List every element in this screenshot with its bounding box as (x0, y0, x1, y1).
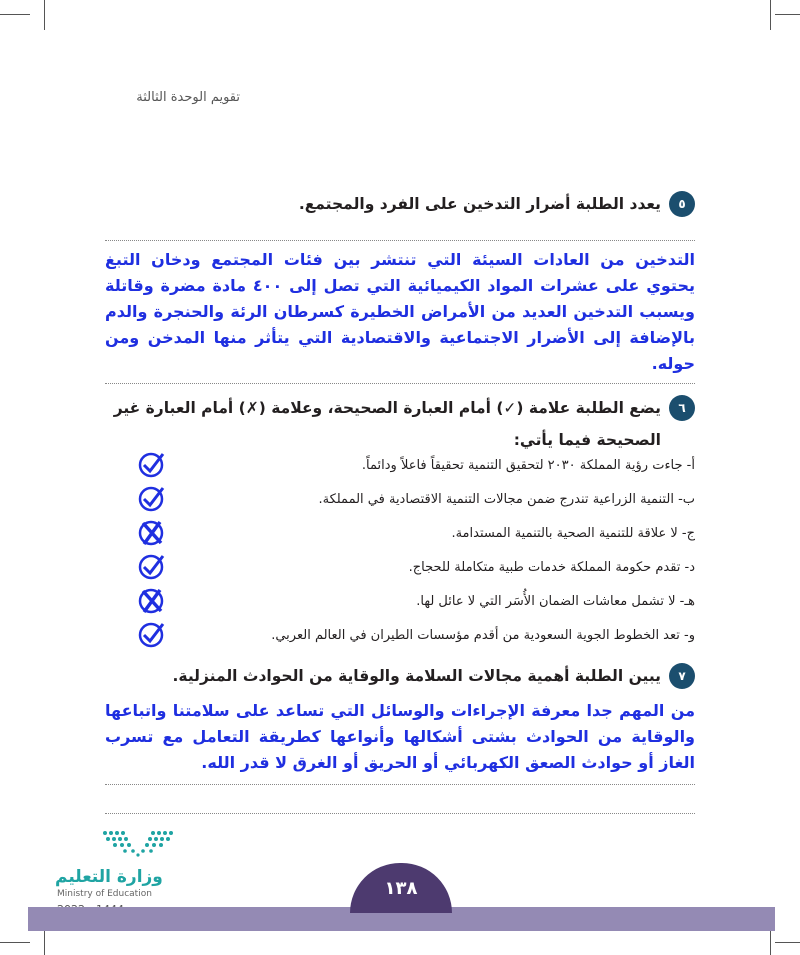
ministry-emblem-icon (95, 825, 185, 865)
item-text: و- تعد الخطوط الجوية السعودية من أقدم مؤسسات الطيران في العالم العربي. (271, 627, 695, 643)
question-text: يضع الطلبة علامة (✓) أمام العبارة الصحيحة، وعلامة (✗) أمام العبارة غير الصحيحة فيما يأتي: (113, 399, 661, 449)
item-text: أ- جاءت رؤية المملكة ٢٠٣٠ لتحقيق التنمية تحقيقاً فاعلاً ودائماً. (361, 457, 695, 473)
answer-text: التدخين من العادات السيئة التي تنتشر بين فئات المجتمع ودخان التبغ يحتوي على عشرات المواد الكيميائية التي تصل إلى ٤٠٠ مادة مضرة وقاتلة ويسبب التدخين العديد من الأمراض الخطيرة كسرطان الرئة والحنجرة والدم بالإضافة إلى الأضرار الاجتماعية والاقتصادية التي يتأثر منها المدخن ومن حوله. (105, 250, 695, 373)
item-text: د- تقدم حكومة المملكة خدمات طبية متكاملة للحجاج. (408, 559, 695, 575)
item-text: ب- التنمية الزراعية تندرج ضمن مجالات التنمية الاقتصادية في المملكة. (318, 491, 695, 507)
ministry-name-arabic: وزارة التعليم (55, 867, 163, 887)
check-mark-icon (135, 485, 169, 513)
cross-mark-icon (135, 519, 169, 547)
list-item (105, 550, 695, 584)
check-mark-icon (135, 621, 169, 649)
check-mark-icon (135, 451, 169, 479)
list-item (105, 618, 695, 652)
item-text: ج- لا علاقة للتنمية الصحية بالتنمية المستدامة. (451, 525, 695, 541)
answer-text: من المهم جدا معرفة الإجراءات والوسائل التي تساعد على سلامتنا واتباعها والوقاية من الحوادث بشتى أشكالها وأنواعها كطريقة التعامل مع تسرب الغاز أو حوادث الصعق الكهربائي أو الحريق أو الغرق لا قدر الله. (105, 701, 695, 772)
question-number-badge: ٥ (669, 191, 695, 217)
question-number-badge: ٧ (669, 663, 695, 689)
item-text: هـ- لا تشمل معاشات الضمان الأُسَر التي لا عائل لها. (416, 593, 695, 609)
unit-title: تقويم الوحدة الثالثة (136, 90, 240, 105)
question-text: يبين الطلبة أهمية مجالات السلامة والوقاية من الحوادث المنزلية. (172, 667, 661, 685)
page-number: ١٣٨ (350, 863, 452, 913)
question-5 (105, 188, 695, 384)
cross-mark-icon (135, 587, 169, 615)
question-7 (105, 660, 695, 814)
question-6 (105, 392, 695, 456)
list-item (105, 448, 695, 482)
question-number-badge: ٦ (669, 395, 695, 421)
ministry-name-english: Ministry of Education (57, 889, 152, 899)
check-mark-icon (135, 553, 169, 581)
list-item (105, 516, 695, 550)
list-item (105, 584, 695, 618)
question-text: يعدد الطلبة أضرار التدخين على الفرد والمجتمع. (298, 195, 661, 213)
true-false-list (105, 448, 695, 652)
list-item (105, 482, 695, 516)
